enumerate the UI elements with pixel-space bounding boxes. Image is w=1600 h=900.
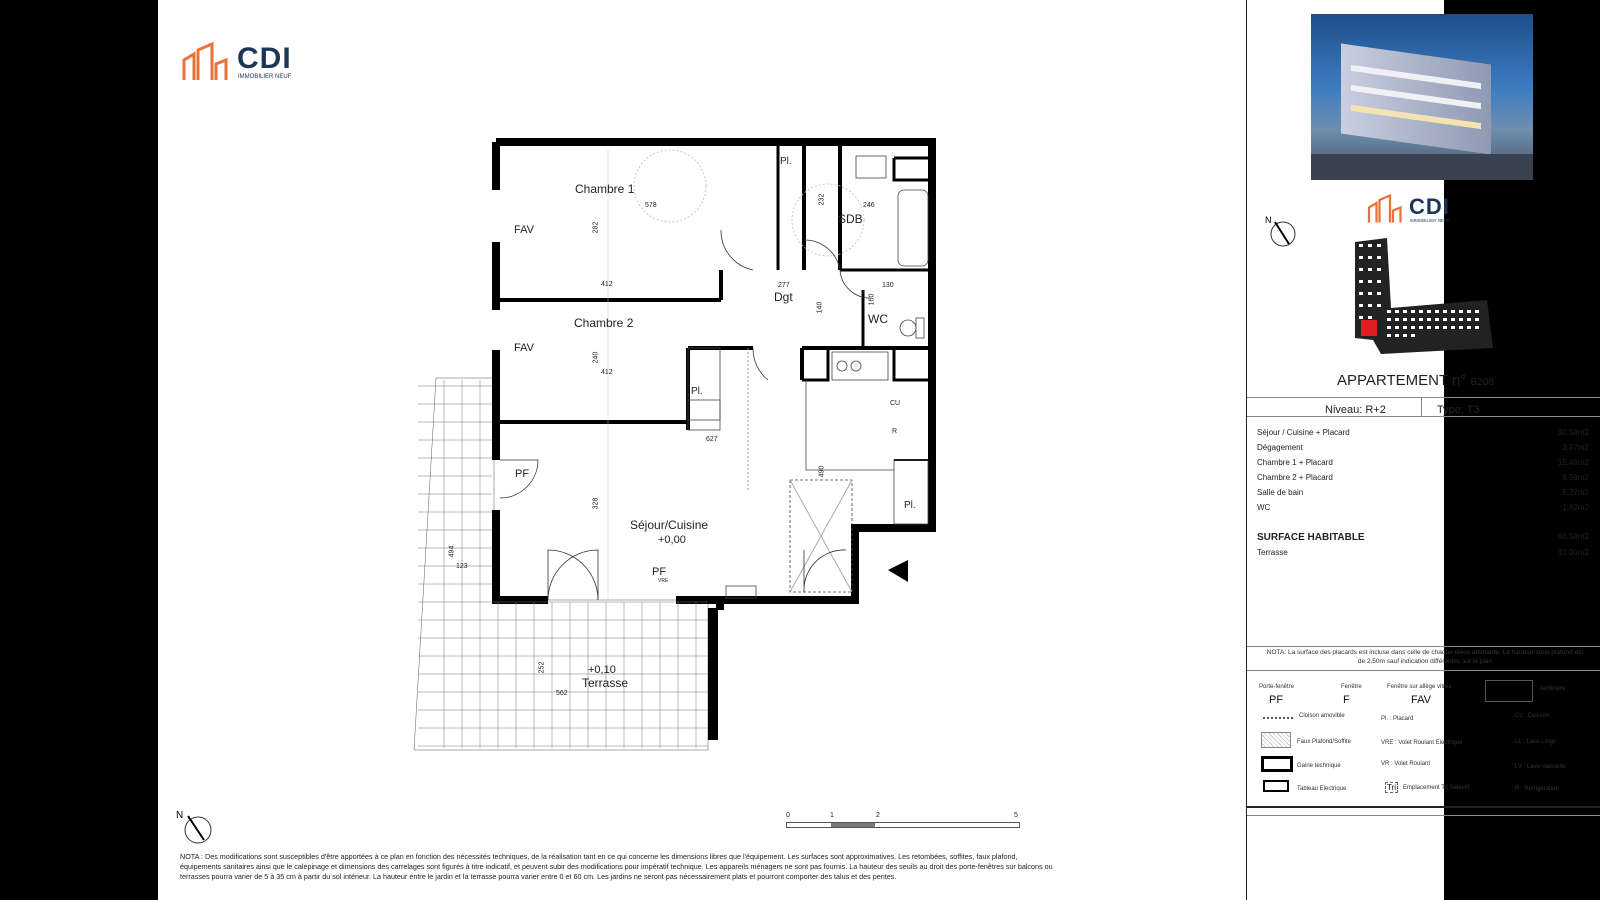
legend-fav-title: Fenêtre sur allège vitrée <box>1387 684 1452 690</box>
legend-fav: FAV <box>1411 694 1431 706</box>
legend-jardiniere: Jardinière <box>1539 686 1566 692</box>
legend-vr: VR : Volet Roulant <box>1381 761 1431 767</box>
area-value: 5,27m2 <box>1562 488 1589 497</box>
entry-arrow-icon <box>888 560 908 582</box>
legend-faux-plafond: Faux Plafond/Soffite <box>1297 739 1351 745</box>
dim-578: 578 <box>645 202 657 209</box>
area-value: 1,82m2 <box>1562 503 1589 512</box>
legend-tableau: Tableau Electrique <box>1297 786 1347 792</box>
niveau: Niveau: R+2 <box>1325 404 1386 416</box>
room-sejour: Séjour/Cuisine <box>630 518 709 532</box>
legend-lv: LV : Lave-Vaisselle <box>1515 764 1566 770</box>
mark-pl-2: Pl. <box>691 386 703 397</box>
scale-label-2: 2 <box>876 812 880 819</box>
fixtures <box>608 150 928 600</box>
scale-label-0: 0 <box>786 812 790 819</box>
type: Type: T3 <box>1437 404 1480 416</box>
panel-north-arrow-icon <box>1263 212 1299 248</box>
legend-pf: PF <box>1269 694 1284 706</box>
apartment-number: B208 <box>1470 377 1494 388</box>
room-terrasse-level: +0,10 <box>588 664 616 676</box>
apartment-title <box>1337 372 1494 389</box>
plan-sheet <box>158 0 1589 900</box>
area-row <box>1257 458 1593 473</box>
mark-pl-1: Pl. <box>780 156 792 167</box>
mark-pl-3: Pl. <box>904 500 916 511</box>
gaine-icon <box>1261 756 1293 772</box>
mark-vre: VRE <box>658 578 669 584</box>
legend-tri: Emplacement Tri Sélectif <box>1403 785 1470 791</box>
legend-f-title: Fenêtre <box>1341 684 1362 690</box>
svg-text:N: N <box>1265 215 1272 225</box>
area-row <box>1257 473 1593 488</box>
surface-label: SURFACE HABITABLE <box>1257 532 1365 543</box>
area-value: 9,58m2 <box>1562 473 1589 482</box>
room-dgt: Dgt <box>774 290 793 304</box>
floor-plan <box>408 130 948 760</box>
dim-412b: 412 <box>601 369 613 376</box>
mark-pf-2: PF <box>652 566 667 578</box>
apartment-label: APPARTEMENT n° <box>1337 372 1467 389</box>
dim-277: 277 <box>778 282 790 289</box>
dim-490: 490 <box>818 465 826 478</box>
dim-494: 494 <box>448 545 456 558</box>
dim-627: 627 <box>706 436 718 443</box>
legend-cuisson: Cu : Cuisson <box>1515 713 1550 719</box>
brand-subtitle: IMMOBILIER NEUF <box>238 74 292 80</box>
building-render <box>1311 14 1533 180</box>
dim-246: 246 <box>863 202 875 209</box>
legend-refrig: R : Réfrigérateur <box>1515 786 1560 792</box>
dim-412a: 412 <box>601 281 613 288</box>
scale-label-5: 5 <box>1014 812 1018 819</box>
panel-brand-name: CDI <box>1409 194 1450 219</box>
area-value: 30,58m2 <box>1557 428 1589 437</box>
key-plan <box>1347 238 1497 364</box>
area-row <box>1257 503 1593 518</box>
dim-328: 328 <box>592 497 600 510</box>
area-name: WC <box>1257 503 1271 512</box>
building-logo-icon <box>182 42 234 82</box>
legend-ll: LL : Lave-Linge <box>1515 739 1557 745</box>
faux-plafond-icon <box>1261 732 1291 748</box>
panel-building-logo-icon <box>1367 194 1407 224</box>
area-value: 3,87m2 <box>1562 443 1589 452</box>
terrasse-value: 10,00m2 <box>1557 548 1589 557</box>
mark-r: R <box>892 428 898 435</box>
north-arrow-icon <box>174 806 218 846</box>
legend-tri-symbol: Tri <box>1387 783 1397 792</box>
dim-252: 252 <box>538 661 546 674</box>
terrasse-row <box>1257 548 1593 563</box>
area-name: Chambre 2 + Placard <box>1257 473 1333 482</box>
room-terrasse: Terrasse <box>582 676 629 690</box>
area-name: Salle de bain <box>1257 488 1304 497</box>
dim-240: 240 <box>592 351 600 364</box>
area-value: 15,46m2 <box>1557 458 1589 467</box>
area-row <box>1257 488 1593 503</box>
legend-pf-title: Porte-fenêtre <box>1259 684 1295 690</box>
jardiniere-icon <box>1485 680 1533 702</box>
panel-brand-logo <box>1367 194 1477 228</box>
area-row <box>1257 443 1593 458</box>
area-name: Chambre 1 + Placard <box>1257 458 1333 467</box>
room-chambre-1: Chambre 1 <box>575 182 635 196</box>
room-wc: WC <box>868 312 888 326</box>
cloison-icon <box>1263 717 1293 719</box>
mark-cu: CU <box>890 400 901 407</box>
brand-name: CDI <box>237 42 292 75</box>
dim-282: 282 <box>592 221 600 234</box>
area-name: Dégagement <box>1257 443 1303 452</box>
svg-text:N: N <box>176 810 184 821</box>
dim-232: 232 <box>818 193 826 206</box>
legend-gaine: Gaine technique <box>1297 763 1341 769</box>
legend-vre: VRE : Volet Roulant Electrique <box>1381 740 1463 746</box>
dim-140: 140 <box>816 301 824 314</box>
mark-pf-1: PF <box>515 468 530 480</box>
area-row <box>1257 428 1593 443</box>
panel-nota: NOTA: La surface des placards est incluse dans celle de chaque pièce attenante. La hauteur sous-plafond est de 2,50m sauf indication différentes sur le plan <box>1266 649 1584 665</box>
room-sdb: SDB <box>838 212 863 226</box>
dim-123: 123 <box>456 563 468 570</box>
legend-cloison: Cloison amovible <box>1299 713 1345 719</box>
surface-value: 66,58m2 <box>1557 532 1589 541</box>
terrasse-label: Terrasse <box>1257 548 1288 557</box>
mark-fav-2: FAV <box>514 342 534 354</box>
scale-bar <box>786 812 1022 832</box>
bottom-nota: NOTA : Des modifications sont susceptibles d'être apportées à ce plan en fonction des nécessités techniques, de la réalisation tant en ce qui concerne les dimensions libres que l'équipement. Les surfaces sont approximatives. Les retombées, soffites, faux plafond, équipements sanitaires ainsi que le calepinage et dimensions des carrelages sont figurés à titre indicatif, et peuvent subir des modifications pour impératif technique. Les appareils ménagers ne sont pas fournis. La hauteur des seuils au droit des porte-fenêtres sur balcons ou terrasses pourra varier de 5 à 35 cm à partir du sol intérieur. La hauteur entre le jardin et la terrasse pourra varier entre 0 et 60 cm. Les jardins ne seront pas nécessairement plats et pourront comporter des talus et des pentes. <box>180 852 1053 881</box>
key-plan-highlight <box>1361 320 1377 336</box>
legend-placard: Pl. : Placard <box>1381 716 1414 722</box>
dim-130: 130 <box>882 282 894 289</box>
info-panel <box>1246 0 1600 900</box>
room-chambre-2: Chambre 2 <box>574 316 634 330</box>
tableau-icon <box>1263 780 1289 792</box>
mark-fav-1: FAV <box>514 224 534 236</box>
brand-logo <box>182 42 312 86</box>
surface-habitable-row <box>1257 532 1593 547</box>
dim-562: 562 <box>556 690 568 697</box>
area-name: Séjour / Cuisine + Placard <box>1257 428 1350 437</box>
dim-160: 160 <box>868 293 876 306</box>
legend-f: F <box>1343 694 1350 706</box>
scale-label-1: 1 <box>830 812 834 819</box>
room-sejour-level: +0,00 <box>658 534 686 546</box>
panel-brand-subtitle: IMMOBILIER NEUF <box>1410 218 1451 223</box>
